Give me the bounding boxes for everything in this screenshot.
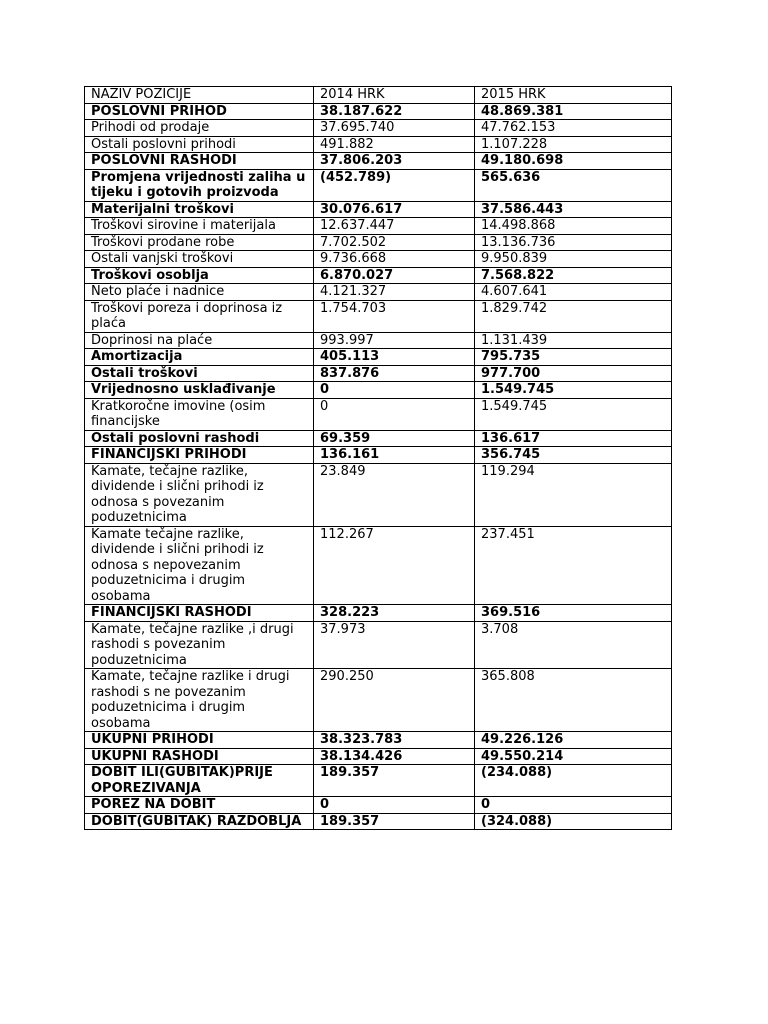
row-label: Neto plaće i nadnice: [85, 284, 314, 301]
row-value-2014: 30.076.617: [314, 201, 475, 218]
table-row: [85, 669, 672, 732]
row-value-2015: 977.700: [475, 365, 672, 382]
row-value-2015: 48.869.381: [475, 103, 672, 120]
table-row: [85, 365, 672, 382]
header-2014-hrk: 2014 HRK: [314, 87, 475, 104]
row-label: Troškovi prodane robe: [85, 234, 314, 251]
table-row: [85, 430, 672, 447]
row-value-2014: 37.806.203: [314, 153, 475, 170]
row-value-2015: 0: [475, 797, 672, 814]
row-value-2014: 37.695.740: [314, 120, 475, 137]
row-value-2014: 0: [314, 797, 475, 814]
table-row: [85, 526, 672, 605]
table-row: [85, 813, 672, 830]
row-value-2015: 13.136.736: [475, 234, 672, 251]
row-label: FINANCIJSKI PRIHODI: [85, 447, 314, 464]
table-row: [85, 765, 672, 797]
row-value-2015: 565.636: [475, 169, 672, 201]
table-header-row: [85, 87, 672, 104]
row-value-2014: 12.637.447: [314, 218, 475, 235]
row-value-2014: 112.267: [314, 526, 475, 605]
row-value-2014: 23.849: [314, 463, 475, 526]
row-value-2015: 356.745: [475, 447, 672, 464]
row-value-2014: 38.323.783: [314, 732, 475, 749]
row-label: Kamate tečajne razlike, dividende i slični prihodi iz odnosa s nepovezanim poduzetnicima i drugim osobama: [85, 526, 314, 605]
row-label: POSLOVNI RASHODI: [85, 153, 314, 170]
table-row: [85, 621, 672, 669]
row-value-2014: 38.134.426: [314, 748, 475, 765]
table-row: [85, 748, 672, 765]
row-value-2014: 405.113: [314, 349, 475, 366]
row-value-2015: 119.294: [475, 463, 672, 526]
table-row: [85, 251, 672, 268]
table-row: [85, 201, 672, 218]
row-label: FINANCIJSKI RASHODI: [85, 605, 314, 622]
row-value-2015: 49.180.698: [475, 153, 672, 170]
row-label: Vrijednosno usklađivanje: [85, 382, 314, 399]
row-label: Kamate, tečajne razlike i drugi rashodi s ne povezanim poduzetnicima i drugim osobama: [85, 669, 314, 732]
row-value-2015: 3.708: [475, 621, 672, 669]
row-value-2014: 38.187.622: [314, 103, 475, 120]
financial-table: [84, 86, 672, 830]
row-value-2015: 1.549.745: [475, 382, 672, 399]
row-value-2015: 49.550.214: [475, 748, 672, 765]
table-row: [85, 153, 672, 170]
row-value-2015: 7.568.822: [475, 267, 672, 284]
table-row: [85, 169, 672, 201]
table-row: [85, 103, 672, 120]
header-naziv-pozicije: NAZIV POZICIJE: [85, 87, 314, 104]
row-label: Kratkoročne imovine (osim financijske: [85, 398, 314, 430]
table-row: [85, 732, 672, 749]
row-value-2015: 9.950.839: [475, 251, 672, 268]
row-label: UKUPNI RASHODI: [85, 748, 314, 765]
row-value-2015: 47.762.153: [475, 120, 672, 137]
row-value-2014: 1.754.703: [314, 300, 475, 332]
row-label: Ostali troškovi: [85, 365, 314, 382]
table-row: [85, 284, 672, 301]
table-row: [85, 234, 672, 251]
row-label: Troškovi sirovine i materijala: [85, 218, 314, 235]
row-value-2014: 136.161: [314, 447, 475, 464]
header-2015-hrk: 2015 HRK: [475, 87, 672, 104]
row-label: POREZ NA DOBIT: [85, 797, 314, 814]
table-row: [85, 605, 672, 622]
row-label: UKUPNI PRIHODI: [85, 732, 314, 749]
row-label: POSLOVNI PRIHOD: [85, 103, 314, 120]
row-value-2015: 49.226.126: [475, 732, 672, 749]
row-label: Ostali poslovni prihodi: [85, 136, 314, 153]
row-label: Troškovi poreza i doprinosa iz plaća: [85, 300, 314, 332]
row-value-2015: 365.808: [475, 669, 672, 732]
row-value-2014: (452.789): [314, 169, 475, 201]
row-label: Doprinosi na plaće: [85, 332, 314, 349]
row-value-2015: 1.549.745: [475, 398, 672, 430]
row-value-2015: 4.607.641: [475, 284, 672, 301]
row-label: Prihodi od prodaje: [85, 120, 314, 137]
row-value-2014: 7.702.502: [314, 234, 475, 251]
row-label: Troškovi osoblja: [85, 267, 314, 284]
table-row: [85, 797, 672, 814]
row-value-2014: 189.357: [314, 765, 475, 797]
row-label: Amortizacija: [85, 349, 314, 366]
row-value-2015: (234.088): [475, 765, 672, 797]
table-row: [85, 447, 672, 464]
row-label: Ostali poslovni rashodi: [85, 430, 314, 447]
row-value-2014: 290.250: [314, 669, 475, 732]
table-row: [85, 300, 672, 332]
row-value-2014: 6.870.027: [314, 267, 475, 284]
table-row: [85, 382, 672, 399]
table-row: [85, 218, 672, 235]
row-value-2014: 993.997: [314, 332, 475, 349]
row-label: DOBIT(GUBITAK) RAZDOBLJA: [85, 813, 314, 830]
row-value-2014: 69.359: [314, 430, 475, 447]
table-row: [85, 398, 672, 430]
row-value-2014: 4.121.327: [314, 284, 475, 301]
row-value-2015: 37.586.443: [475, 201, 672, 218]
table-row: [85, 349, 672, 366]
financial-table-body: [85, 87, 672, 830]
row-value-2014: 0: [314, 398, 475, 430]
row-value-2014: 9.736.668: [314, 251, 475, 268]
row-value-2014: 491.882: [314, 136, 475, 153]
row-label: DOBIT ILI(GUBITAK)PRIJE OPOREZIVANJA: [85, 765, 314, 797]
row-value-2015: 369.516: [475, 605, 672, 622]
row-value-2014: 0: [314, 382, 475, 399]
table-row: [85, 136, 672, 153]
row-value-2015: 237.451: [475, 526, 672, 605]
row-label: Promjena vrijednosti zaliha u tijeku i gotovih proizvoda: [85, 169, 314, 201]
row-value-2014: 328.223: [314, 605, 475, 622]
row-value-2014: 37.973: [314, 621, 475, 669]
table-row: [85, 332, 672, 349]
row-value-2015: 136.617: [475, 430, 672, 447]
row-value-2014: 189.357: [314, 813, 475, 830]
row-value-2015: 1.131.439: [475, 332, 672, 349]
row-label: Kamate, tečajne razlike ,i drugi rashodi s povezanim poduzetnicima: [85, 621, 314, 669]
table-row: [85, 463, 672, 526]
row-value-2015: 1.829.742: [475, 300, 672, 332]
row-label: Kamate, tečajne razlike, dividende i slični prihodi iz odnosa s povezanim poduzetnicima: [85, 463, 314, 526]
row-value-2015: 795.735: [475, 349, 672, 366]
table-row: [85, 120, 672, 137]
row-value-2014: 837.876: [314, 365, 475, 382]
row-value-2015: 1.107.228: [475, 136, 672, 153]
row-label: Materijalni troškovi: [85, 201, 314, 218]
row-value-2015: 14.498.868: [475, 218, 672, 235]
table-row: [85, 267, 672, 284]
row-value-2015: (324.088): [475, 813, 672, 830]
row-label: Ostali vanjski troškovi: [85, 251, 314, 268]
